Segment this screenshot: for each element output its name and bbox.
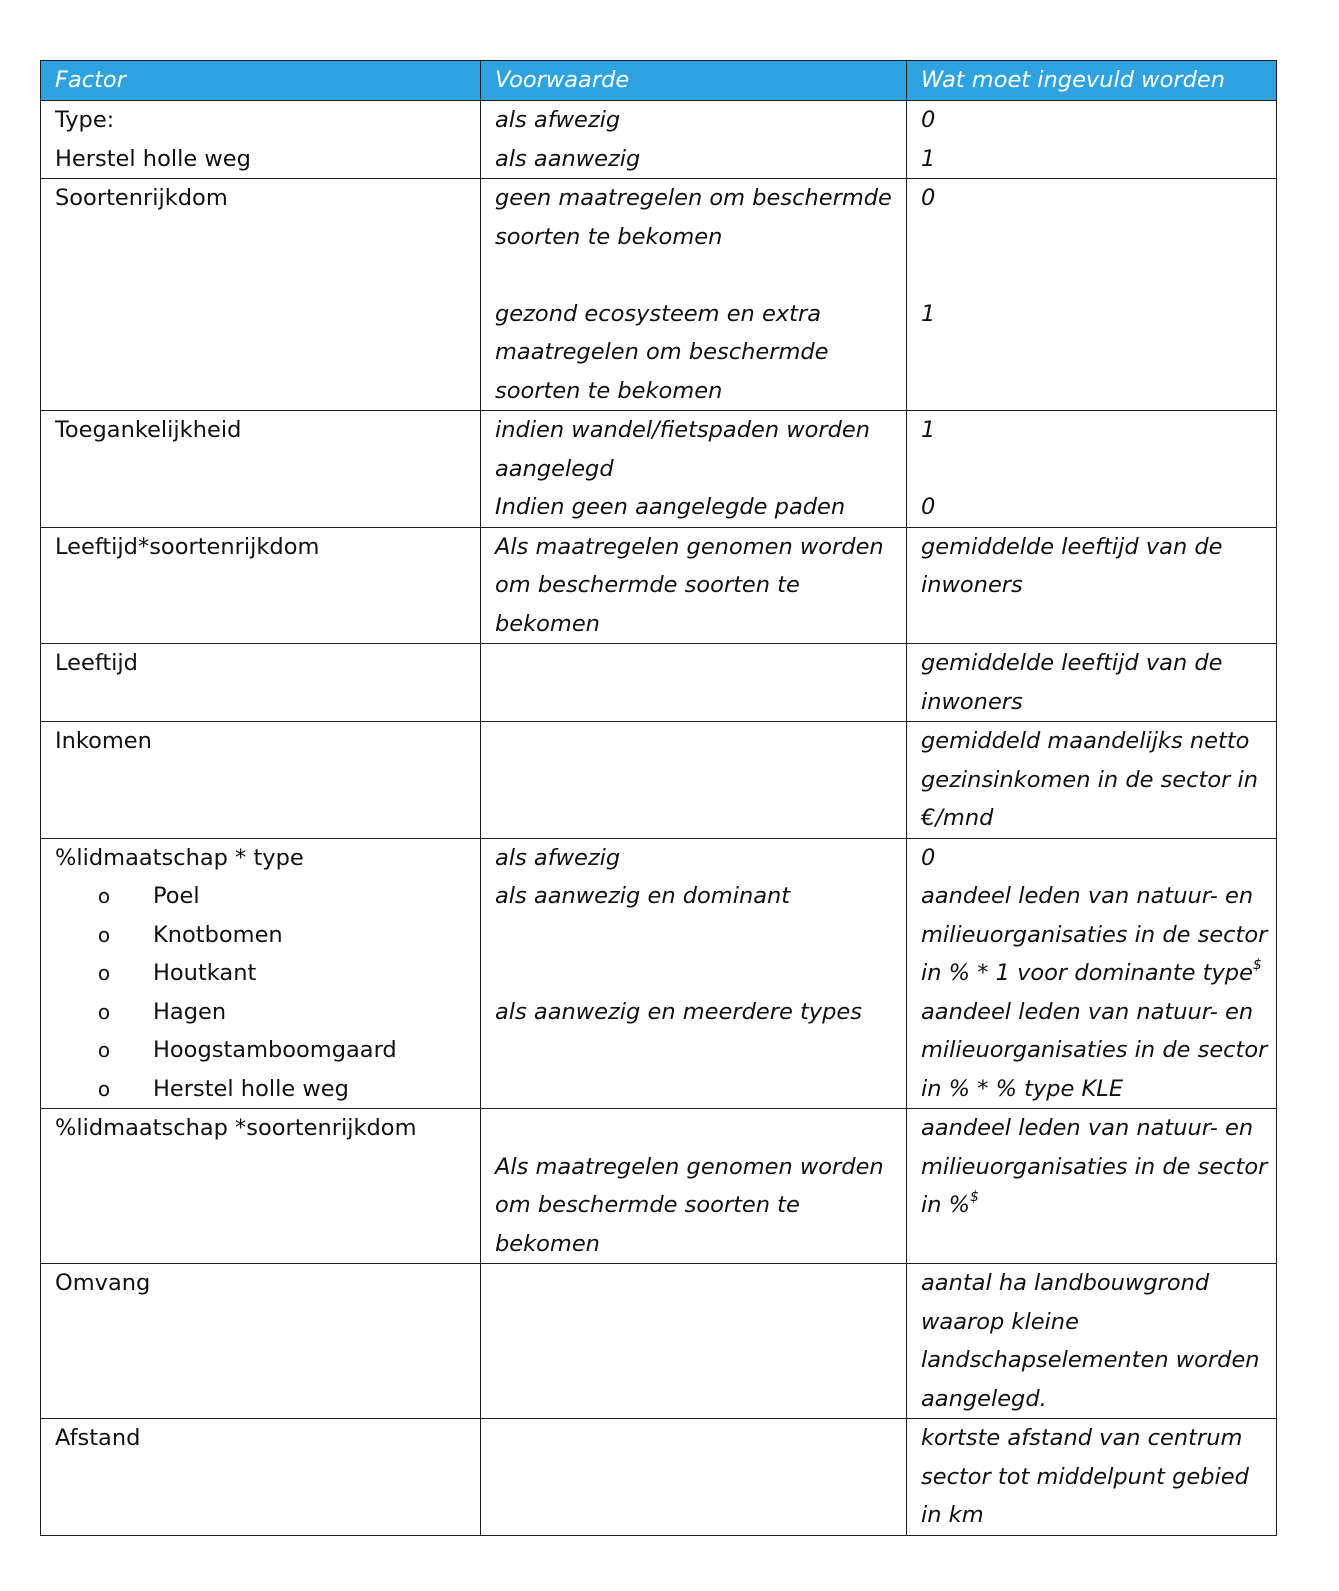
condition-text: als aanwezig en meerdere types	[495, 998, 862, 1025]
fill-in-cell	[907, 1109, 1277, 1264]
type-label: Knotbomen	[153, 921, 283, 948]
factor-table	[40, 60, 1277, 1536]
type-label: Hagen	[153, 998, 227, 1025]
factor-cell	[41, 644, 481, 722]
factor-text: Omvang	[55, 1270, 151, 1296]
condition-text: om beschermde soorten te	[495, 1192, 800, 1218]
header-wat-moet-ingevuld-worden: Wat moet ingevuld worden	[907, 61, 1277, 101]
fill-in-text: in % * % type KLE	[921, 1075, 1124, 1102]
fill-in-text: gemiddeld maandelijks netto	[921, 728, 1250, 754]
fill-in-cell	[907, 527, 1277, 644]
condition-text: gezond ecosysteem en extra	[495, 300, 821, 327]
fill-in-text: inwoners	[921, 572, 1023, 598]
list-item	[55, 954, 476, 993]
fill-in-text: 1	[921, 300, 936, 327]
fill-in-text: 1	[921, 145, 936, 172]
spacer	[495, 1109, 902, 1148]
factor-text: Leeftijd	[55, 650, 138, 676]
factor-cell	[41, 722, 481, 839]
fill-in-text: milieuorganisaties in de sector	[921, 1037, 1268, 1063]
fill-in-text: kortste afstand van centrum	[921, 1425, 1243, 1451]
condition-text: indien wandel/fietspaden worden	[495, 417, 871, 443]
spacer	[921, 256, 1272, 295]
circle-bullet-icon: o	[97, 922, 111, 947]
fill-in-text: sector tot middelpunt gebied	[921, 1463, 1249, 1490]
factor-cell	[41, 411, 481, 528]
condition-cell	[481, 411, 907, 528]
condition-text: Indien geen aangelegde paden	[495, 494, 846, 520]
fill-in-text: gemiddelde leeftijd van de	[921, 533, 1223, 560]
header-factor: Factor	[41, 61, 481, 101]
fill-in-text: 0	[921, 844, 936, 871]
table-row-inkomen	[41, 722, 1277, 839]
circle-bullet-icon: o	[97, 961, 111, 985]
condition-text: Als maatregelen genomen worden	[495, 1153, 884, 1180]
spacer	[921, 218, 1272, 257]
spacer	[921, 450, 1272, 489]
condition-text: als aanwezig	[495, 145, 641, 172]
table-row-afstand	[41, 1419, 1277, 1536]
condition-text: om beschermde soorten te	[495, 572, 800, 598]
table-row-omvang	[41, 1264, 1277, 1419]
factor-text: %lidmaatschap * type	[55, 844, 304, 871]
list-item	[55, 1031, 476, 1070]
condition-cell	[481, 1264, 907, 1419]
circle-bullet-icon: o	[97, 1038, 111, 1062]
factor-text: Leeftijd*soortenrijkdom	[55, 533, 320, 560]
factor-text: Type:	[55, 107, 115, 133]
condition-cell	[481, 838, 907, 1109]
factor-text: Toegankelijkheid	[55, 417, 242, 443]
factor-cell	[41, 1109, 481, 1264]
circle-bullet-icon: o	[97, 884, 111, 908]
fill-in-text: waarop kleine	[921, 1308, 1079, 1335]
footnote-marker: $	[1252, 957, 1262, 973]
condition-cell	[481, 101, 907, 179]
header-voorwaarde: Voorwaarde	[481, 61, 907, 101]
type-label: Herstel holle weg	[153, 1075, 349, 1102]
fill-in-text: gemiddelde leeftijd van de	[921, 650, 1223, 676]
fill-in-text: aangelegd.	[921, 1385, 1047, 1412]
fill-in-text: €/mnd	[921, 805, 994, 831]
condition-text: soorten te bekomen	[495, 223, 723, 250]
table-row-lidmaatschap-type	[41, 838, 1277, 1109]
condition-cell	[481, 644, 907, 722]
condition-cell	[481, 527, 907, 644]
fill-in-cell	[907, 838, 1277, 1109]
fill-in-cell	[907, 1264, 1277, 1419]
fill-in-cell	[907, 722, 1277, 839]
fill-in-text: in km	[921, 1502, 984, 1528]
fill-in-text: aandeel leden van natuur- en	[921, 883, 1254, 909]
list-item	[55, 916, 476, 955]
type-label: Poel	[153, 883, 200, 909]
condition-text: Als maatregelen genomen worden	[495, 533, 884, 560]
fill-in-cell	[907, 1419, 1277, 1536]
fill-in-text: gezinsinkomen in de sector in	[921, 766, 1259, 793]
condition-cell	[481, 179, 907, 411]
type-list	[55, 877, 476, 1108]
fill-in-text: 0	[921, 107, 936, 133]
table-row-leeftijd-soortenrijkdom	[41, 527, 1277, 644]
condition-text: als afwezig	[495, 107, 621, 133]
condition-cell	[481, 1109, 907, 1264]
condition-text: geen maatregelen om beschermde	[495, 185, 892, 211]
factor-text: Herstel holle weg	[55, 145, 251, 172]
condition-text: soorten te bekomen	[495, 377, 723, 404]
header-row	[41, 61, 1277, 101]
spacer	[495, 954, 902, 993]
factor-cell	[41, 838, 481, 1109]
factor-cell	[41, 1419, 481, 1536]
condition-text: aangelegd	[495, 455, 614, 482]
circle-bullet-icon: o	[97, 999, 111, 1024]
fill-in-text: landschapselementen worden	[921, 1347, 1260, 1373]
factor-cell	[41, 527, 481, 644]
factor-cell	[41, 179, 481, 411]
fill-in-text: milieuorganisaties in de sector	[921, 921, 1268, 948]
fill-in-text-with-footnote	[921, 1186, 1272, 1225]
table-row-leeftijd	[41, 644, 1277, 722]
condition-cell	[481, 1419, 907, 1536]
factor-text: Soortenrijkdom	[55, 185, 228, 211]
fill-in-text: milieuorganisaties in de sector	[921, 1153, 1268, 1180]
fill-in-text: aandeel leden van natuur- en	[921, 1115, 1254, 1141]
fill-in-cell	[907, 101, 1277, 179]
fill-in-text: 0	[921, 185, 936, 211]
circle-bullet-icon: o	[97, 1076, 111, 1101]
condition-text: bekomen	[495, 1230, 600, 1257]
spacer	[495, 916, 902, 955]
fill-in-cell	[907, 179, 1277, 411]
table-row-type	[41, 101, 1277, 179]
footnote-marker: $	[970, 1189, 979, 1205]
list-item	[55, 1070, 476, 1109]
list-item	[55, 877, 476, 916]
condition-text: als afwezig	[495, 844, 621, 871]
fill-in-text: 1	[921, 417, 936, 443]
spacer	[495, 256, 902, 295]
table-row-soortenrijkdom	[41, 179, 1277, 411]
fill-in-text: in % * 1 voor dominante type	[921, 960, 1253, 986]
condition-cell	[481, 722, 907, 839]
fill-in-text: aandeel leden van natuur- en	[921, 998, 1254, 1025]
type-label: Hoogstamboomgaard	[153, 1037, 397, 1063]
table-row-lidmaatschap-soortenrijkdom	[41, 1109, 1277, 1264]
list-item	[55, 993, 476, 1032]
condition-text: maatregelen om beschermde	[495, 339, 829, 365]
condition-text: bekomen	[495, 610, 600, 637]
fill-in-text: aantal ha landbouwgrond	[921, 1270, 1210, 1296]
fill-in-cell	[907, 644, 1277, 722]
fill-in-text: 0	[921, 494, 936, 520]
factor-text: Inkomen	[55, 728, 152, 754]
fill-in-text: in %	[921, 1192, 971, 1218]
factor-cell	[41, 101, 481, 179]
factor-text: Afstand	[55, 1425, 141, 1451]
table-row-toegankelijkheid	[41, 411, 1277, 528]
factor-cell	[41, 1264, 481, 1419]
fill-in-text: inwoners	[921, 688, 1023, 715]
type-label: Houtkant	[153, 960, 257, 986]
fill-in-text-with-footnote	[921, 954, 1272, 993]
fill-in-cell	[907, 411, 1277, 528]
factor-text: %lidmaatschap *soortenrijkdom	[55, 1115, 417, 1141]
condition-text: als aanwezig en dominant	[495, 883, 791, 909]
